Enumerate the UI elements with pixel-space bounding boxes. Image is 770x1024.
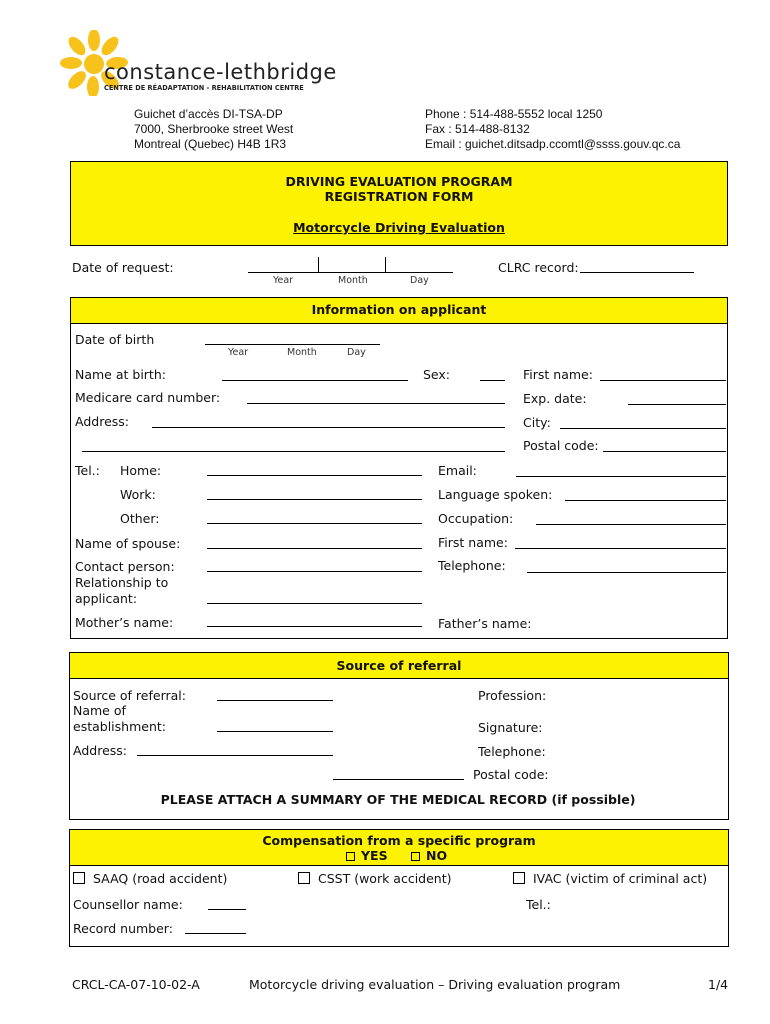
other-phone-field[interactable] <box>207 523 422 524</box>
clrc-record-label: CLRC record: <box>498 260 579 275</box>
form-subtitle: Motorcycle Driving Evaluation <box>293 220 505 235</box>
postal-code-field[interactable] <box>603 451 726 452</box>
request-day-label: Day <box>410 275 429 286</box>
address-field-2[interactable] <box>82 451 505 452</box>
request-year-label: Year <box>273 275 294 286</box>
referral-postal-field[interactable] <box>333 779 464 780</box>
language-field[interactable] <box>565 500 726 501</box>
compensation-header-text: Compensation from a specific program <box>262 833 536 848</box>
no-option[interactable] <box>411 848 447 863</box>
contact-telephone-label: Telephone: <box>438 558 506 573</box>
dob-month-label: Month <box>287 347 317 358</box>
exp-date-field[interactable] <box>628 404 726 405</box>
dob-day-label: Day <box>347 347 366 358</box>
dob-field[interactable] <box>205 344 380 345</box>
language-label: Language spoken: <box>438 487 553 502</box>
name-at-birth-field[interactable] <box>222 380 408 381</box>
address-line3: Montreal (Quebec) H4B 1R3 <box>134 137 287 151</box>
checkbox-icon <box>513 872 525 884</box>
city-label: City: <box>523 415 551 430</box>
contact-person-label: Contact person: <box>75 559 175 574</box>
relationship-label-2: applicant: <box>75 591 138 606</box>
clrc-record-field[interactable] <box>580 272 694 273</box>
tel-label: Tel.: <box>75 463 100 478</box>
referral-address-field[interactable] <box>137 755 333 756</box>
form-title-line1: DRIVING EVALUATION PROGRAM <box>285 174 513 189</box>
first-name-label: First name: <box>523 367 593 382</box>
date-of-request-label: Date of request: <box>72 260 174 275</box>
address-line1: Guichet d’accès DI-TSA-DP <box>134 107 283 121</box>
work-label: Work: <box>120 487 156 502</box>
exp-date-label: Exp. date: <box>523 391 587 406</box>
first-name-field[interactable] <box>600 380 726 381</box>
date-divider <box>385 257 386 272</box>
saaq-label: SAAQ (road accident) <box>93 871 228 886</box>
footer-page: 1/4 <box>708 977 729 992</box>
applicant-section <box>70 297 728 639</box>
address-block <box>134 107 293 152</box>
address-field-1[interactable] <box>152 427 505 428</box>
referral-header-text: Source of referral <box>336 658 462 673</box>
other-label: Other: <box>120 511 160 526</box>
logo-subtitle: CENTRE DE RÉADAPTATION - REHABILITATION CENTRE <box>104 84 304 92</box>
profession-label: Profession: <box>478 688 547 703</box>
establishment-label-2: establishment: <box>73 719 166 734</box>
email-field[interactable] <box>516 476 726 477</box>
logo-name: constance-lethbridge <box>104 60 337 84</box>
date-of-request-field[interactable] <box>248 272 453 273</box>
medicare-field[interactable] <box>247 403 505 404</box>
ivac-label: IVAC (victim of criminal act) <box>533 871 708 886</box>
relationship-label-1: Relationship to <box>75 575 169 590</box>
csst-option[interactable] <box>298 871 452 886</box>
relationship-field[interactable] <box>207 603 422 604</box>
compensation-tel-label: Tel.: <box>526 897 551 912</box>
establishment-field[interactable] <box>217 731 333 732</box>
record-number-label: Record number: <box>73 921 173 936</box>
signature-label: Signature: <box>478 720 543 735</box>
referral-source-label: Source of referral: <box>73 688 186 703</box>
referral-address-label: Address: <box>73 743 127 758</box>
counsellor-field[interactable] <box>208 909 246 910</box>
home-phone-field[interactable] <box>207 475 422 476</box>
email-label: Email: <box>438 463 477 478</box>
csst-label: CSST (work accident) <box>318 871 452 886</box>
work-phone-field[interactable] <box>207 499 422 500</box>
address-line2: 7000, Sherbrooke street West <box>134 122 294 136</box>
request-month-label: Month <box>338 275 368 286</box>
father-name-label: Father’s name: <box>438 616 532 631</box>
contact-telephone-field[interactable] <box>527 572 726 573</box>
attach-notice: PLEASE ATTACH A SUMMARY OF THE MEDICAL RECORD (if possible) <box>160 792 636 807</box>
checkbox-icon <box>298 872 310 884</box>
mother-name-field[interactable] <box>207 626 422 627</box>
home-label: Home: <box>120 463 162 478</box>
saaq-option[interactable] <box>73 871 227 886</box>
dob-label: Date of birth <box>75 332 155 347</box>
establishment-label-1: Name of <box>73 703 126 718</box>
spouse-label: Name of spouse: <box>75 536 181 551</box>
sex-field[interactable] <box>480 380 505 381</box>
medicare-label: Medicare card number: <box>75 390 221 405</box>
postal-code-label: Postal code: <box>523 438 599 453</box>
date-divider <box>318 257 319 272</box>
checkbox-icon <box>73 872 85 884</box>
footer-code: CRCL-CA-07-10-02-A <box>72 977 200 992</box>
name-at-birth-label: Name at birth: <box>75 367 166 382</box>
contact-block <box>425 107 680 152</box>
contact-email: Email : guichet.ditsadp.ccomtl@ssss.gouv.qc.ca <box>425 137 681 151</box>
spouse-field[interactable] <box>207 548 422 549</box>
yes-option[interactable] <box>346 848 388 863</box>
record-number-field[interactable] <box>185 933 246 934</box>
contact-phone: Phone : 514-488-5552 local 1250 <box>425 107 603 121</box>
yes-label: YES <box>361 848 388 863</box>
ivac-option[interactable] <box>513 871 707 886</box>
spouse-first-name-field[interactable] <box>515 548 726 549</box>
mother-name-label: Mother’s name: <box>75 615 174 630</box>
form-title-line2: REGISTRATION FORM <box>324 189 474 204</box>
checkbox-icon <box>346 852 355 861</box>
spouse-first-name-label: First name: <box>438 535 508 550</box>
referral-source-field[interactable] <box>217 700 333 701</box>
no-label: NO <box>426 848 448 863</box>
address-label: Address: <box>75 414 129 429</box>
referral-telephone-label: Telephone: <box>478 744 546 759</box>
occupation-label: Occupation: <box>438 511 514 526</box>
dob-year-label: Year <box>228 347 249 358</box>
counsellor-label: Counsellor name: <box>73 897 183 912</box>
checkbox-icon <box>411 852 420 861</box>
footer-title: Motorcycle driving evaluation – Driving evaluation program <box>249 977 621 992</box>
sex-label: Sex: <box>423 367 451 382</box>
occupation-field[interactable] <box>536 524 726 525</box>
applicant-header-text: Information on applicant <box>311 302 487 317</box>
city-field[interactable] <box>560 428 726 429</box>
referral-postal-label: Postal code: <box>473 767 549 782</box>
contact-person-field[interactable] <box>207 571 422 572</box>
contact-fax: Fax : 514-488-8132 <box>425 122 530 136</box>
